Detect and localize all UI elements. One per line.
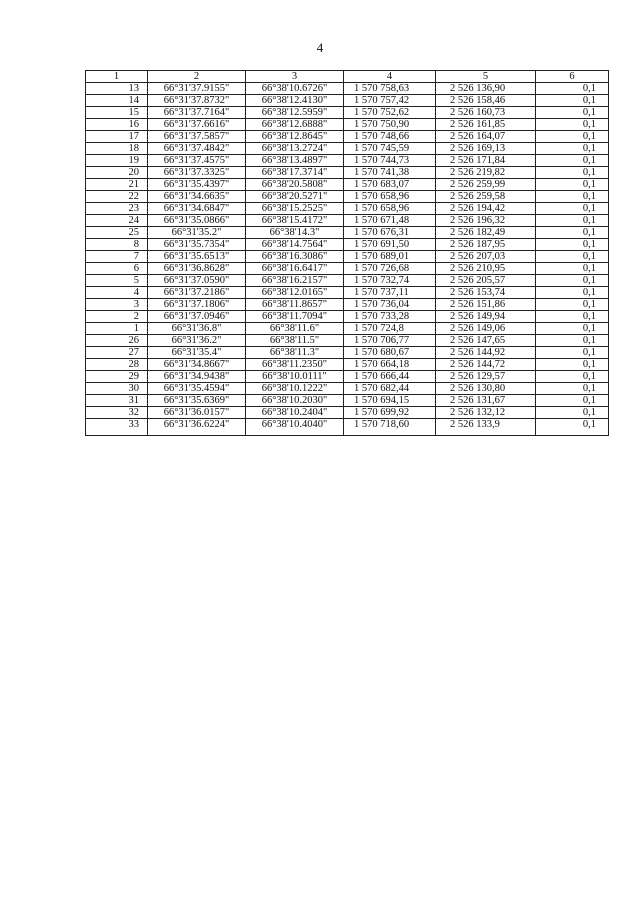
accuracy-cell: 0,1 (536, 359, 609, 371)
latitude-cell: 66°31'37.2186" (148, 287, 246, 299)
accuracy-cell: 0,1 (536, 287, 609, 299)
point-number-cell: 27 (86, 347, 148, 359)
point-number-cell: 5 (86, 275, 148, 287)
y-coordinate-cell: 2 526 169,13 (436, 143, 536, 155)
y-coordinate-cell: 2 526 153,74 (436, 287, 536, 299)
x-coordinate-cell: 1 570 748,66 (344, 131, 436, 143)
y-coordinate-cell: 2 526 196,32 (436, 215, 536, 227)
x-coordinate-cell: 1 570 706,77 (344, 335, 436, 347)
accuracy-cell: 0,1 (536, 251, 609, 263)
longitude-cell: 66°38'13.4897" (246, 155, 344, 167)
table-row (86, 191, 609, 203)
latitude-cell: 66°31'36.2" (148, 335, 246, 347)
point-number-cell: 4 (86, 287, 148, 299)
y-coordinate-cell: 2 526 210,95 (436, 263, 536, 275)
x-coordinate-cell: 1 570 664,18 (344, 359, 436, 371)
point-number-cell: 25 (86, 227, 148, 239)
accuracy-cell: 0,1 (536, 131, 609, 143)
latitude-cell: 66°31'36.8628" (148, 263, 246, 275)
x-coordinate-cell: 1 570 726,68 (344, 263, 436, 275)
x-coordinate-cell: 1 570 745,59 (344, 143, 436, 155)
x-coordinate-cell: 1 570 718,60 (344, 419, 436, 436)
longitude-cell: 66°38'11.7094" (246, 311, 344, 323)
table-row (86, 419, 609, 436)
longitude-cell: 66°38'10.1222" (246, 383, 344, 395)
x-coordinate-cell: 1 570 758,63 (344, 83, 436, 95)
latitude-cell: 66°31'35.2" (148, 227, 246, 239)
longitude-cell: 66°38'11.2350" (246, 359, 344, 371)
x-coordinate-cell: 1 570 736,04 (344, 299, 436, 311)
table-row (86, 119, 609, 131)
accuracy-cell: 0,1 (536, 395, 609, 407)
x-coordinate-cell: 1 570 676,31 (344, 227, 436, 239)
accuracy-cell: 0,1 (536, 119, 609, 131)
longitude-cell: 66°38'11.5" (246, 335, 344, 347)
accuracy-cell: 0,1 (536, 191, 609, 203)
table-row (86, 275, 609, 287)
point-number-cell: 18 (86, 143, 148, 155)
latitude-cell: 66°31'35.7354" (148, 239, 246, 251)
y-coordinate-cell: 2 526 171,84 (436, 155, 536, 167)
point-number-cell: 16 (86, 119, 148, 131)
coordinates-table (85, 70, 609, 436)
point-number-cell: 23 (86, 203, 148, 215)
accuracy-cell: 0,1 (536, 203, 609, 215)
longitude-cell: 66°38'13.2724" (246, 143, 344, 155)
longitude-cell: 66°38'10.6726" (246, 83, 344, 95)
y-coordinate-cell: 2 526 131,67 (436, 395, 536, 407)
x-coordinate-cell: 1 570 691,50 (344, 239, 436, 251)
table-row (86, 311, 609, 323)
y-coordinate-cell: 2 526 160,73 (436, 107, 536, 119)
latitude-cell: 66°31'34.8667" (148, 359, 246, 371)
latitude-cell: 66°31'37.0590" (148, 275, 246, 287)
accuracy-cell: 0,1 (536, 83, 609, 95)
column-header-longitude: 3 (246, 71, 344, 83)
x-coordinate-cell: 1 570 750,90 (344, 119, 436, 131)
x-coordinate-cell: 1 570 741,38 (344, 167, 436, 179)
latitude-cell: 66°31'37.1806" (148, 299, 246, 311)
table-row (86, 347, 609, 359)
latitude-cell: 66°31'37.3325" (148, 167, 246, 179)
table-header-row (86, 71, 609, 83)
accuracy-cell: 0,1 (536, 383, 609, 395)
accuracy-cell: 0,1 (536, 227, 609, 239)
y-coordinate-cell: 2 526 187,95 (436, 239, 536, 251)
y-coordinate-cell: 2 526 147,65 (436, 335, 536, 347)
accuracy-cell: 0,1 (536, 275, 609, 287)
y-coordinate-cell: 2 526 149,94 (436, 311, 536, 323)
y-coordinate-cell: 2 526 144,92 (436, 347, 536, 359)
latitude-cell: 66°31'35.4594" (148, 383, 246, 395)
y-coordinate-cell: 2 526 136,90 (436, 83, 536, 95)
x-coordinate-cell: 1 570 699,92 (344, 407, 436, 419)
point-number-cell: 15 (86, 107, 148, 119)
table-row (86, 227, 609, 239)
table-row (86, 179, 609, 191)
table-row (86, 263, 609, 275)
x-coordinate-cell: 1 570 689,01 (344, 251, 436, 263)
table-row (86, 239, 609, 251)
accuracy-cell: 0,1 (536, 143, 609, 155)
table-row (86, 371, 609, 383)
table-row (86, 287, 609, 299)
column-header-x: 4 (344, 71, 436, 83)
y-coordinate-cell: 2 526 161,85 (436, 119, 536, 131)
point-number-cell: 8 (86, 239, 148, 251)
longitude-cell: 66°38'15.4172" (246, 215, 344, 227)
x-coordinate-cell: 1 570 732,74 (344, 275, 436, 287)
y-coordinate-cell: 2 526 149,06 (436, 323, 536, 335)
accuracy-cell: 0,1 (536, 347, 609, 359)
accuracy-cell: 0,1 (536, 107, 609, 119)
y-coordinate-cell: 2 526 144,72 (436, 359, 536, 371)
latitude-cell: 66°31'36.6224" (148, 419, 246, 436)
table-row (86, 407, 609, 419)
latitude-cell: 66°31'37.0946" (148, 311, 246, 323)
longitude-cell: 66°38'15.2525" (246, 203, 344, 215)
table-body (86, 83, 609, 436)
longitude-cell: 66°38'11.3" (246, 347, 344, 359)
longitude-cell: 66°38'12.5959" (246, 107, 344, 119)
page-number: 4 (316, 40, 324, 55)
accuracy-cell: 0,1 (536, 335, 609, 347)
accuracy-cell: 0,1 (536, 263, 609, 275)
point-number-cell: 17 (86, 131, 148, 143)
accuracy-cell: 0,1 (536, 323, 609, 335)
point-number-cell: 31 (86, 395, 148, 407)
longitude-cell: 66°38'14.7564" (246, 239, 344, 251)
longitude-cell: 66°38'12.4130" (246, 95, 344, 107)
latitude-cell: 66°31'36.0157" (148, 407, 246, 419)
point-number-cell: 20 (86, 167, 148, 179)
latitude-cell: 66°31'37.7164" (148, 107, 246, 119)
latitude-cell: 66°31'34.6635" (148, 191, 246, 203)
accuracy-cell: 0,1 (536, 311, 609, 323)
latitude-cell: 66°31'35.6369" (148, 395, 246, 407)
x-coordinate-cell: 1 570 733,28 (344, 311, 436, 323)
point-number-cell: 29 (86, 371, 148, 383)
y-coordinate-cell: 2 526 158,46 (436, 95, 536, 107)
point-number-cell: 7 (86, 251, 148, 263)
point-number-cell: 19 (86, 155, 148, 167)
column-header-accuracy: 6 (536, 71, 609, 83)
latitude-cell: 66°31'37.6616" (148, 119, 246, 131)
y-coordinate-cell: 2 526 207,03 (436, 251, 536, 263)
longitude-cell: 66°38'20.5271" (246, 191, 344, 203)
accuracy-cell: 0,1 (536, 407, 609, 419)
longitude-cell: 66°38'16.6417" (246, 263, 344, 275)
latitude-cell: 66°31'36.8" (148, 323, 246, 335)
accuracy-cell: 0,1 (536, 239, 609, 251)
latitude-cell: 66°31'34.6847" (148, 203, 246, 215)
longitude-cell: 66°38'10.4040" (246, 419, 344, 436)
longitude-cell: 66°38'12.8645" (246, 131, 344, 143)
accuracy-cell: 0,1 (536, 179, 609, 191)
point-number-cell: 30 (86, 383, 148, 395)
accuracy-cell: 0,1 (536, 299, 609, 311)
accuracy-cell: 0,1 (536, 215, 609, 227)
longitude-cell: 66°38'10.2030" (246, 395, 344, 407)
table-row (86, 131, 609, 143)
table-row (86, 83, 609, 95)
point-number-cell: 26 (86, 335, 148, 347)
latitude-cell: 66°31'37.4575" (148, 155, 246, 167)
longitude-cell: 66°38'11.6" (246, 323, 344, 335)
point-number-cell: 24 (86, 215, 148, 227)
x-coordinate-cell: 1 570 658,96 (344, 203, 436, 215)
x-coordinate-cell: 1 570 666,44 (344, 371, 436, 383)
accuracy-cell: 0,1 (536, 95, 609, 107)
longitude-cell: 66°38'10.2404" (246, 407, 344, 419)
x-coordinate-cell: 1 570 737,11 (344, 287, 436, 299)
x-coordinate-cell: 1 570 658,96 (344, 191, 436, 203)
latitude-cell: 66°31'37.8732" (148, 95, 246, 107)
longitude-cell: 66°38'11.8657" (246, 299, 344, 311)
point-number-cell: 6 (86, 263, 148, 275)
point-number-cell: 3 (86, 299, 148, 311)
x-coordinate-cell: 1 570 744,73 (344, 155, 436, 167)
point-number-cell: 28 (86, 359, 148, 371)
point-number-cell: 33 (86, 419, 148, 436)
x-coordinate-cell: 1 570 680,67 (344, 347, 436, 359)
longitude-cell: 66°38'14.3" (246, 227, 344, 239)
x-coordinate-cell: 1 570 752,62 (344, 107, 436, 119)
table-row (86, 203, 609, 215)
x-coordinate-cell: 1 570 683,07 (344, 179, 436, 191)
latitude-cell: 66°31'37.4842" (148, 143, 246, 155)
point-number-cell: 2 (86, 311, 148, 323)
table-row (86, 359, 609, 371)
y-coordinate-cell: 2 526 259,99 (436, 179, 536, 191)
point-number-cell: 21 (86, 179, 148, 191)
table-row (86, 143, 609, 155)
table-row (86, 299, 609, 311)
accuracy-cell: 0,1 (536, 167, 609, 179)
x-coordinate-cell: 1 570 724,8 (344, 323, 436, 335)
latitude-cell: 66°31'37.9155" (148, 83, 246, 95)
point-number-cell: 22 (86, 191, 148, 203)
y-coordinate-cell: 2 526 130,80 (436, 383, 536, 395)
column-header-y: 5 (436, 71, 536, 83)
accuracy-cell: 0,1 (536, 419, 609, 436)
latitude-cell: 66°31'35.0866" (148, 215, 246, 227)
latitude-cell: 66°31'35.4397" (148, 179, 246, 191)
table-row (86, 323, 609, 335)
table-row (86, 167, 609, 179)
longitude-cell: 66°38'12.0165" (246, 287, 344, 299)
table-row (86, 335, 609, 347)
longitude-cell: 66°38'10.0111" (246, 371, 344, 383)
table-row (86, 107, 609, 119)
longitude-cell: 66°38'17.3714" (246, 167, 344, 179)
latitude-cell: 66°31'37.5857" (148, 131, 246, 143)
accuracy-cell: 0,1 (536, 155, 609, 167)
column-header-latitude: 2 (148, 71, 246, 83)
table-row (86, 215, 609, 227)
column-header-point: 1 (86, 71, 148, 83)
x-coordinate-cell: 1 570 671,48 (344, 215, 436, 227)
y-coordinate-cell: 2 526 151,86 (436, 299, 536, 311)
y-coordinate-cell: 2 526 194,42 (436, 203, 536, 215)
longitude-cell: 66°38'20.5808" (246, 179, 344, 191)
y-coordinate-cell: 2 526 132,12 (436, 407, 536, 419)
point-number-cell: 32 (86, 407, 148, 419)
x-coordinate-cell: 1 570 682,44 (344, 383, 436, 395)
table-row (86, 383, 609, 395)
latitude-cell: 66°31'35.4" (148, 347, 246, 359)
point-number-cell: 13 (86, 83, 148, 95)
point-number-cell: 1 (86, 323, 148, 335)
x-coordinate-cell: 1 570 757,42 (344, 95, 436, 107)
point-number-cell: 14 (86, 95, 148, 107)
table-row (86, 155, 609, 167)
longitude-cell: 66°38'16.3086" (246, 251, 344, 263)
x-coordinate-cell: 1 570 694,15 (344, 395, 436, 407)
y-coordinate-cell: 2 526 129,57 (436, 371, 536, 383)
y-coordinate-cell: 2 526 133,9 (436, 419, 536, 436)
latitude-cell: 66°31'34.9438" (148, 371, 246, 383)
y-coordinate-cell: 2 526 182,49 (436, 227, 536, 239)
table-row (86, 251, 609, 263)
y-coordinate-cell: 2 526 164,07 (436, 131, 536, 143)
longitude-cell: 66°38'16.2157" (246, 275, 344, 287)
y-coordinate-cell: 2 526 259,58 (436, 191, 536, 203)
longitude-cell: 66°38'12.6888" (246, 119, 344, 131)
y-coordinate-cell: 2 526 219,82 (436, 167, 536, 179)
accuracy-cell: 0,1 (536, 371, 609, 383)
table-row (86, 95, 609, 107)
table-row (86, 395, 609, 407)
y-coordinate-cell: 2 526 205,57 (436, 275, 536, 287)
latitude-cell: 66°31'35.6513" (148, 251, 246, 263)
